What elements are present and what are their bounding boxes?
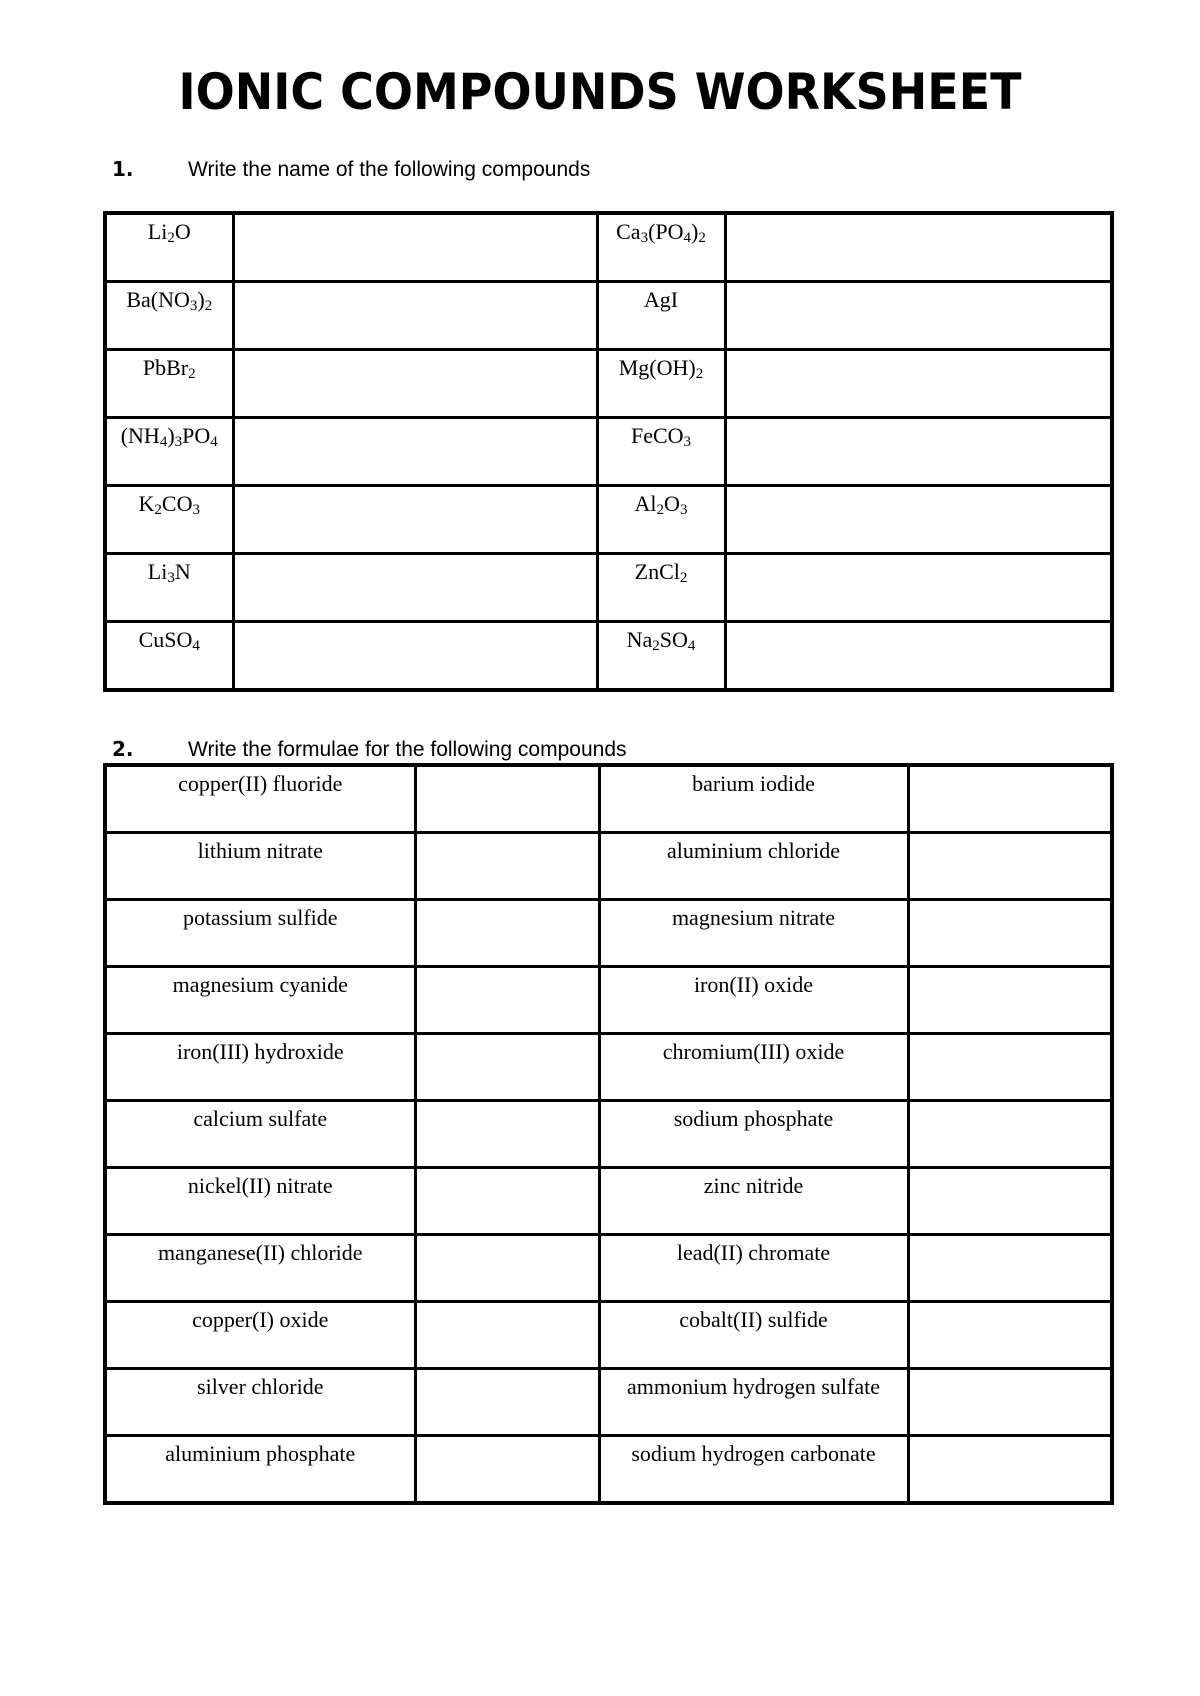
compound-name-label: lead(II) chromate: [676, 1240, 831, 1265]
formula-label: [599, 283, 724, 313]
compound-name-cell: [599, 765, 908, 833]
question-2-text: Write the formulae for the following compounds: [188, 738, 627, 761]
formula-cell: [105, 418, 233, 486]
compound-name-label: ammonium hydrogen sulfate: [627, 1374, 880, 1399]
formula-text: (NH: [120, 423, 160, 448]
formula-answer-cell[interactable]: [415, 967, 599, 1034]
compound-name-cell: [599, 1034, 908, 1101]
name-answer-cell[interactable]: [725, 418, 1112, 486]
formula-subscript: 4: [210, 434, 218, 450]
formula-subscript: 2: [656, 502, 665, 518]
formula-label: [599, 351, 724, 381]
formula-answer-cell[interactable]: [415, 1101, 599, 1168]
formula-text: SO: [659, 627, 688, 652]
name-answer-cell[interactable]: [725, 486, 1112, 554]
formula-cell: [105, 350, 233, 418]
table-row: [105, 1369, 1112, 1436]
formula-answer-cell[interactable]: [415, 833, 599, 900]
formula-answer-cell[interactable]: [908, 765, 1112, 833]
formula-subscript: 3: [192, 502, 200, 518]
formula-subscript: 2: [167, 230, 175, 246]
formula-text: Li: [147, 219, 168, 244]
name-answer-cell[interactable]: [725, 554, 1112, 622]
formula-text: ZnCl: [634, 559, 680, 584]
formula-answer-cell[interactable]: [908, 833, 1112, 900]
formula-text: Na: [626, 627, 653, 652]
name-answer-cell[interactable]: [233, 554, 597, 622]
formula-text: O: [664, 491, 680, 516]
formula-subscript: 4: [192, 638, 200, 654]
formula-answer-cell[interactable]: [415, 1168, 599, 1235]
compound-name-label: iron(III) hydroxide: [176, 1039, 344, 1064]
question-1-heading: [112, 156, 590, 183]
table-row: [105, 486, 1112, 554]
table-row: [105, 967, 1112, 1034]
table-row: [105, 1101, 1112, 1168]
compound-name-cell: [105, 833, 415, 900]
formula-answer-cell[interactable]: [415, 1302, 599, 1369]
table-row: [105, 1168, 1112, 1235]
compound-name-label: zinc nitride: [703, 1173, 804, 1198]
compound-name-label: potassium sulfide: [182, 905, 338, 930]
formula-label: [599, 623, 724, 653]
compound-name-label: aluminium phosphate: [165, 1441, 356, 1466]
compound-name-label: barium iodide: [692, 771, 815, 796]
formula-label: [107, 351, 232, 381]
compound-name-cell: [105, 1101, 415, 1168]
formula-cell: [597, 418, 725, 486]
formula-subscript: 2: [679, 570, 688, 586]
name-answer-cell[interactable]: [233, 486, 597, 554]
formula-subscript: 3: [683, 434, 692, 450]
formula-cell: [597, 213, 725, 282]
formula-cell: [597, 282, 725, 350]
compound-name-label: nickel(II) nitrate: [187, 1173, 333, 1198]
compound-name-cell: [105, 967, 415, 1034]
formula-subscript: 2: [204, 298, 213, 314]
question-2-heading: [112, 736, 627, 763]
formula-text: PO: [182, 423, 211, 448]
table-row: [105, 282, 1112, 350]
table-row: [105, 622, 1112, 691]
compound-name-label: copper(II) fluoride: [178, 771, 343, 796]
compound-name-cell: [105, 1034, 415, 1101]
name-answer-cell[interactable]: [233, 418, 597, 486]
formula-text: CO: [161, 491, 193, 516]
compound-name-label: iron(II) oxide: [693, 972, 814, 997]
compound-names-table: [103, 211, 1114, 692]
formula-label: [107, 215, 232, 245]
formula-text: ): [691, 219, 699, 244]
table-row: [105, 1436, 1112, 1504]
formula-text: Ba(NO: [126, 287, 190, 312]
question-1-number: 1.: [112, 157, 134, 181]
formula-text: ): [167, 423, 175, 448]
table-row: [105, 833, 1112, 900]
formula-label: [599, 555, 724, 585]
formula-subscript: 3: [640, 230, 649, 246]
name-answer-cell[interactable]: [725, 282, 1112, 350]
formula-cell: [105, 213, 233, 282]
formula-answer-cell[interactable]: [908, 1034, 1112, 1101]
compound-name-label: sodium hydrogen carbonate: [631, 1441, 876, 1466]
formula-answer-cell[interactable]: [908, 1101, 1112, 1168]
formula-subscript: 3: [174, 434, 183, 450]
formula-answer-cell[interactable]: [908, 1302, 1112, 1369]
compound-name-label: silver chloride: [197, 1374, 324, 1399]
compound-name-label: cobalt(II) sulfide: [679, 1307, 828, 1332]
formula-subscript: 3: [679, 502, 688, 518]
formula-cell: [597, 486, 725, 554]
formula-label: [107, 487, 232, 517]
formula-text: Li: [147, 559, 168, 584]
formula-answer-cell[interactable]: [908, 1235, 1112, 1302]
formula-answer-cell[interactable]: [908, 1168, 1112, 1235]
compound-name-cell: [105, 1235, 415, 1302]
compound-name-cell: [599, 1302, 908, 1369]
table-row: [105, 765, 1112, 833]
compound-name-label: lithium nitrate: [197, 838, 323, 863]
formula-cell: [105, 554, 233, 622]
name-answer-cell[interactable]: [233, 350, 597, 418]
table-row: [105, 1302, 1112, 1369]
name-answer-cell[interactable]: [725, 622, 1112, 691]
formula-text: AgI: [643, 287, 679, 312]
formula-answer-cell[interactable]: [415, 900, 599, 967]
formula-text: FeCO: [630, 423, 684, 448]
compound-name-cell: [599, 1235, 908, 1302]
compound-formulae-table: [103, 763, 1114, 1505]
formula-subscript: 3: [189, 298, 198, 314]
formula-label: [107, 283, 232, 313]
compound-name-cell: [599, 900, 908, 967]
formula-subscript: 2: [698, 230, 706, 246]
table-row: [105, 1034, 1112, 1101]
formula-subscript: 2: [188, 366, 196, 382]
formula-subscript: 2: [652, 638, 660, 654]
compound-name-cell: [599, 1101, 908, 1168]
compound-name-cell: [105, 1436, 415, 1504]
formula-label: [107, 555, 232, 585]
name-answer-cell[interactable]: [725, 213, 1112, 282]
question-1-text: Write the name of the following compounds: [188, 158, 591, 181]
formula-answer-cell[interactable]: [908, 900, 1112, 967]
compound-name-cell: [599, 1436, 908, 1504]
formula-answer-cell[interactable]: [908, 967, 1112, 1034]
name-answer-cell[interactable]: [233, 282, 597, 350]
table-row: [105, 1235, 1112, 1302]
compound-name-label: sodium phosphate: [673, 1106, 834, 1131]
formula-text: (PO: [648, 219, 684, 244]
formula-text: Al: [634, 491, 657, 516]
formula-text: CuSO: [138, 627, 193, 652]
formula-subscript: 4: [159, 434, 168, 450]
worksheet-title: IONIC COMPOUNDS WORKSHEET: [178, 63, 1022, 121]
formula-answer-cell[interactable]: [415, 1235, 599, 1302]
formula-cell: [597, 350, 725, 418]
formula-cell: [105, 622, 233, 691]
compound-name-cell: [105, 1168, 415, 1235]
formula-answer-cell[interactable]: [415, 765, 599, 833]
formula-text: Mg(OH): [618, 355, 696, 380]
name-answer-cell[interactable]: [725, 350, 1112, 418]
formula-answer-cell[interactable]: [415, 1034, 599, 1101]
compound-name-label: chromium(III) oxide: [662, 1039, 845, 1064]
table-row: [105, 554, 1112, 622]
formula-text: ): [197, 287, 205, 312]
formula-answer-cell[interactable]: [908, 1436, 1112, 1504]
table-row: [105, 418, 1112, 486]
table-row: [105, 213, 1112, 282]
formula-label: [107, 419, 232, 449]
formula-text: N: [174, 559, 191, 584]
formula-text: K: [138, 491, 155, 516]
name-answer-cell[interactable]: [233, 622, 597, 691]
compound-name-cell: [105, 1369, 415, 1436]
name-answer-cell[interactable]: [233, 213, 597, 282]
compound-name-cell: [599, 967, 908, 1034]
formula-cell: [105, 486, 233, 554]
formula-subscript: 4: [683, 230, 692, 246]
formula-cell: [597, 554, 725, 622]
compound-name-label: magnesium cyanide: [172, 972, 348, 997]
formula-subscript: 3: [167, 570, 175, 586]
table-row: [105, 350, 1112, 418]
formula-label: [599, 487, 724, 517]
formula-answer-cell[interactable]: [908, 1369, 1112, 1436]
table-row: [105, 900, 1112, 967]
compound-name-label: magnesium nitrate: [671, 905, 836, 930]
compound-name-label: manganese(II) chloride: [157, 1240, 363, 1265]
compound-name-cell: [105, 1302, 415, 1369]
formula-cell: [597, 622, 725, 691]
compound-name-cell: [105, 900, 415, 967]
formula-label: [107, 623, 232, 653]
compound-name-cell: [599, 833, 908, 900]
formula-answer-cell[interactable]: [415, 1369, 599, 1436]
formula-subscript: 4: [687, 638, 696, 654]
formula-answer-cell[interactable]: [415, 1436, 599, 1504]
formula-text: Ca: [616, 219, 641, 244]
formula-label: [599, 215, 724, 245]
formula-cell: [105, 282, 233, 350]
compound-name-cell: [105, 765, 415, 833]
formula-text: O: [174, 219, 191, 244]
compound-name-label: copper(I) oxide: [192, 1307, 329, 1332]
formula-subscript: 2: [154, 502, 162, 518]
compound-name-cell: [599, 1369, 908, 1436]
compound-name-cell: [599, 1168, 908, 1235]
formula-text: PbBr: [142, 355, 189, 380]
question-2-number: 2.: [112, 737, 134, 761]
formula-subscript: 2: [695, 366, 704, 382]
compound-name-label: calcium sulfate: [193, 1106, 328, 1131]
compound-name-label: aluminium chloride: [667, 838, 840, 863]
formula-label: [599, 419, 724, 449]
